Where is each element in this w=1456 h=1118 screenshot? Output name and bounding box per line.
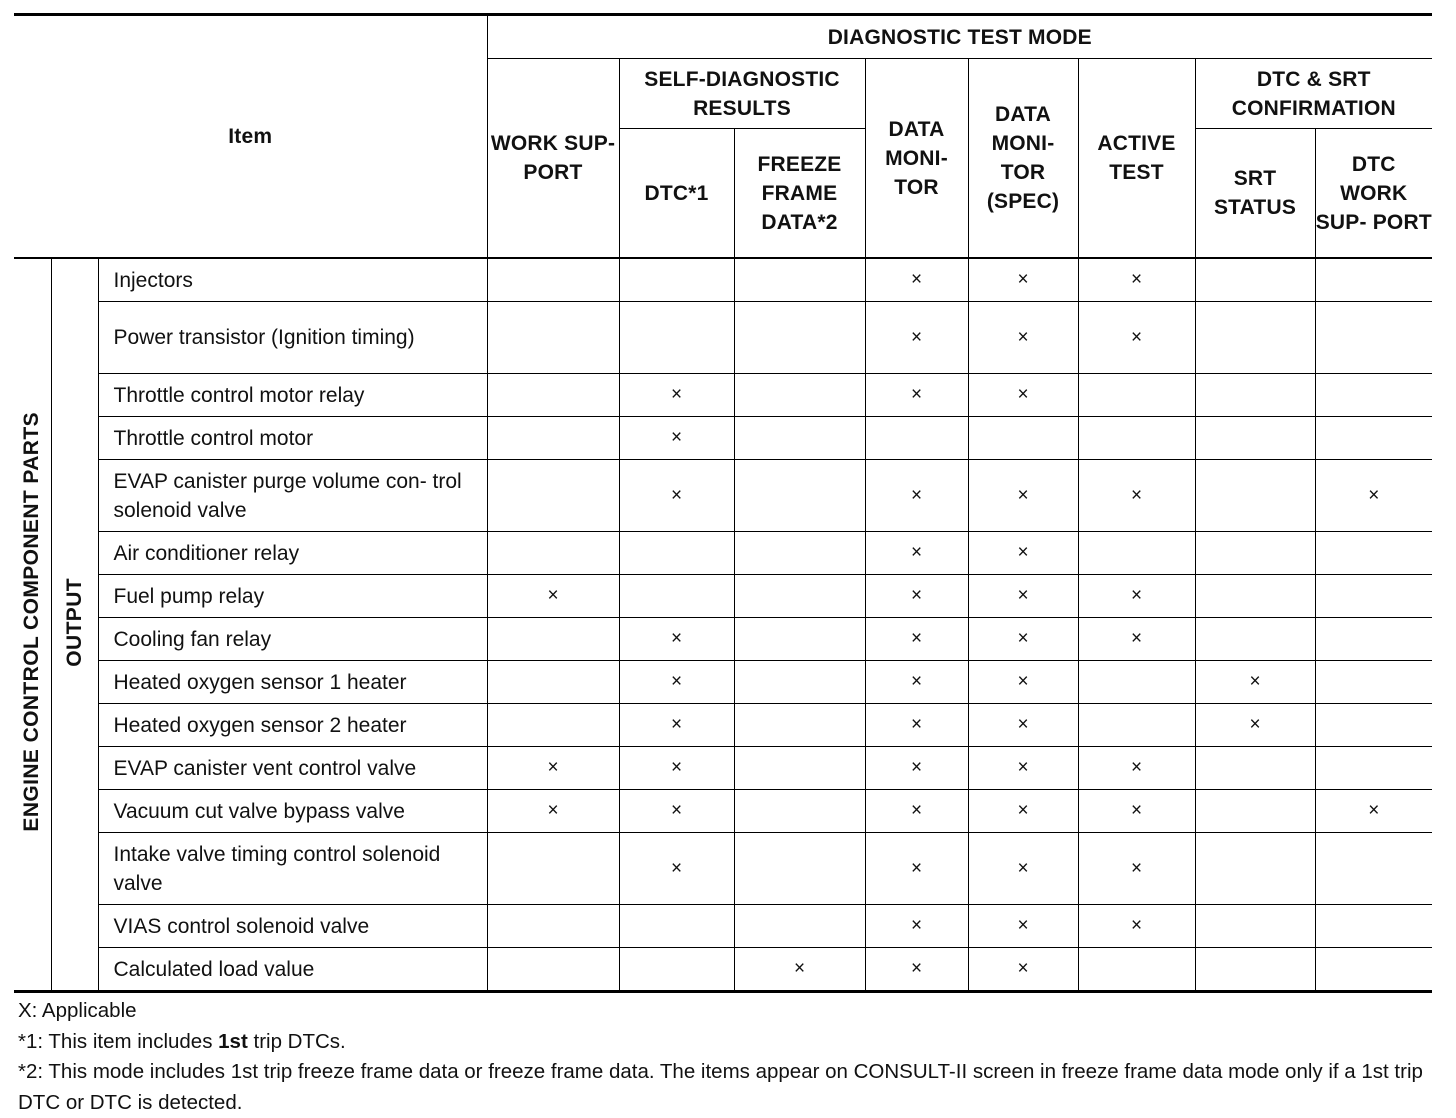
mark-cell [1078,833,1195,905]
diagnostic-test-mode-header: DIAGNOSTIC TEST MODE [487,15,1432,59]
mark-cell [1078,575,1195,618]
data-monitor-spec-header: DATA MONI- TOR (SPEC) [968,59,1078,259]
mark-cell [865,258,968,302]
mark-cell [865,374,968,417]
applicable-mark: × [910,269,923,290]
mark-cell [1195,417,1315,460]
item-name: EVAP canister purge volume con- trol solenoid valve [98,460,487,532]
applicable-mark: × [1017,269,1029,290]
subgroup-label: OUTPUT [62,577,86,667]
table-row [14,532,1432,575]
srt-status-header: SRT STATUS [1195,129,1315,259]
mark-cell [1315,833,1432,905]
mark-cell [968,747,1078,790]
mark-cell [865,417,968,460]
applicable-mark: × [793,958,806,979]
mark-cell [487,302,619,374]
mark-cell [619,374,734,417]
mark-cell [1078,460,1195,532]
dtc-srt-confirmation-header: DTC & SRT CONFIRMATION [1195,59,1432,129]
item-name: Cooling fan relay [98,618,487,661]
applicable-mark: × [1017,800,1029,821]
applicable-mark: × [910,384,923,405]
mark-cell [1315,790,1432,833]
item-name: Power transistor (Ignition timing) [98,302,487,374]
applicable-mark: × [910,585,923,606]
mark-cell [734,374,865,417]
applicable-mark: × [910,671,923,692]
applicable-mark: × [1130,800,1143,821]
mark-cell [487,704,619,747]
mark-cell [865,575,968,618]
applicable-mark: × [670,800,683,821]
applicable-mark: × [1017,857,1029,879]
item-name: VIAS control solenoid valve [98,905,487,948]
applicable-mark: × [1017,757,1029,778]
applicable-mark: × [910,958,923,979]
mark-cell [1078,532,1195,575]
note-1-text: *1: This item includes [18,1029,219,1053]
mark-cell [1315,417,1432,460]
freeze-frame-data-header: FREEZE FRAME DATA*2 [734,129,865,259]
mark-cell [1195,460,1315,532]
applicable-mark: × [670,714,683,735]
mark-cell [487,460,619,532]
applicable-mark: × [910,326,923,348]
mark-cell [1078,374,1195,417]
mark-cell [487,747,619,790]
mark-cell [1195,532,1315,575]
mark-cell [968,790,1078,833]
mark-cell [487,532,619,575]
mark-cell [1315,575,1432,618]
applicable-mark: × [910,714,923,735]
applicable-mark: × [1017,915,1029,936]
table-row [14,905,1432,948]
applicable-mark: × [1249,671,1261,692]
applicable-mark: × [1017,542,1029,563]
table-row [14,374,1432,417]
applicable-mark: × [1368,800,1380,821]
group-label-cell [14,258,51,992]
mark-cell [1078,905,1195,948]
item-header: Item [14,15,487,259]
mark-cell [1315,661,1432,704]
note-1 [18,1027,1428,1058]
mark-cell [619,258,734,302]
mark-cell [1315,258,1432,302]
mark-cell [1078,302,1195,374]
mark-cell [619,747,734,790]
subgroup-label-cell [51,258,98,992]
applicable-mark: × [1017,958,1029,979]
mark-cell [1078,948,1195,992]
mark-cell [865,905,968,948]
item-name: Throttle control motor [98,417,487,460]
mark-cell [968,374,1078,417]
mark-cell [734,948,865,992]
mark-cell [968,905,1078,948]
work-support-header: WORK SUP- PORT [487,59,619,259]
applicable-mark: × [547,757,559,778]
mark-cell [734,258,865,302]
mark-cell [734,704,865,747]
applicable-mark: × [1017,628,1029,649]
mark-cell [1315,302,1432,374]
applicable-mark: × [1130,585,1143,606]
mark-cell [487,618,619,661]
mark-cell [865,948,968,992]
mark-cell [1195,833,1315,905]
mark-cell [734,532,865,575]
item-name: Fuel pump relay [98,575,487,618]
mark-cell [619,661,734,704]
note-1-bold: 1st [218,1029,248,1053]
mark-cell [619,575,734,618]
table-row [14,575,1432,618]
table-row [14,790,1432,833]
mark-cell [1315,948,1432,992]
mark-cell [734,618,865,661]
applicable-mark: × [1017,484,1029,506]
applicable-mark: × [1130,915,1143,936]
mark-cell [619,618,734,661]
dtc-work-support-header: DTC WORK SUP- PORT [1315,129,1432,259]
mark-cell [1315,905,1432,948]
item-name: Throttle control motor relay [98,374,487,417]
mark-cell [734,790,865,833]
item-name: Heated oxygen sensor 2 heater [98,704,487,747]
mark-cell [1315,532,1432,575]
mark-cell [1195,790,1315,833]
group-label: ENGINE CONTROL COMPONENT PARTS [20,412,44,832]
mark-cell [1315,460,1432,532]
item-name: Heated oxygen sensor 1 heater [98,661,487,704]
mark-cell [968,833,1078,905]
table-row [14,833,1432,905]
applicable-mark: × [1017,714,1029,735]
mark-cell [1195,661,1315,704]
applicable-mark: × [1130,857,1143,879]
applicable-mark: × [1130,628,1143,649]
mark-cell [1195,302,1315,374]
mark-cell [1195,948,1315,992]
mark-cell [968,302,1078,374]
mark-cell [1078,258,1195,302]
mark-cell [487,833,619,905]
applicable-mark: × [910,757,923,778]
mark-cell [865,661,968,704]
applicable-mark: × [670,628,683,649]
mark-cell [734,302,865,374]
applicable-mark: × [1368,484,1380,506]
mark-cell [1195,258,1315,302]
table-row [14,661,1432,704]
mark-cell [619,302,734,374]
mark-cell [1078,790,1195,833]
mark-cell [1078,704,1195,747]
diagnostic-test-mode-table [14,13,1432,993]
item-name: Intake valve timing control solenoid valve [98,833,487,905]
table-row [14,460,1432,532]
applicable-mark: × [1017,671,1029,692]
dtc-header: DTC*1 [619,129,734,259]
mark-cell [734,833,865,905]
table-row [14,704,1432,747]
applicable-mark: × [1017,326,1029,348]
mark-cell [865,790,968,833]
mark-cell [487,417,619,460]
applicable-mark: × [910,628,923,649]
mark-cell [968,460,1078,532]
mark-cell [487,905,619,948]
applicable-mark: × [670,427,683,448]
mark-cell [865,704,968,747]
item-name: Calculated load value [98,948,487,992]
applicable-mark: × [547,800,559,821]
mark-cell [1195,747,1315,790]
applicable-mark: × [670,857,683,879]
mark-cell [865,747,968,790]
mark-cell [865,618,968,661]
applicable-mark: × [1130,269,1143,290]
mark-cell [1195,905,1315,948]
mark-cell [734,661,865,704]
table-row [14,258,1432,302]
mark-cell [487,258,619,302]
mark-cell [1195,618,1315,661]
mark-cell [487,948,619,992]
note-applicable: X: Applicable [18,999,137,1022]
applicable-mark: × [910,484,923,506]
applicable-mark: × [1130,326,1143,348]
applicable-mark: × [910,857,923,879]
mark-cell [968,661,1078,704]
active-test-header: ACTIVE TEST [1078,59,1195,259]
applicable-mark: × [670,484,683,506]
item-name: Vacuum cut valve bypass valve [98,790,487,833]
table-row [14,618,1432,661]
mark-cell [1315,374,1432,417]
mark-cell [734,417,865,460]
applicable-mark: × [547,585,559,606]
mark-cell [865,460,968,532]
table-row [14,302,1432,374]
applicable-mark: × [1130,484,1143,506]
mark-cell [968,948,1078,992]
mark-cell [619,417,734,460]
mark-cell [619,948,734,992]
table-row [14,948,1432,992]
mark-cell [734,747,865,790]
mark-cell [1195,704,1315,747]
applicable-mark: × [670,384,683,405]
mark-cell [619,905,734,948]
mark-cell [1078,747,1195,790]
applicable-mark: × [1130,757,1143,778]
mark-cell [1315,618,1432,661]
self-diagnostic-results-header: SELF-DIAGNOSTIC RESULTS [619,59,865,129]
mark-cell [487,661,619,704]
note-1-end: trip DTCs. [247,1029,346,1053]
mark-cell [865,302,968,374]
mark-cell [734,905,865,948]
mark-cell [619,833,734,905]
applicable-mark: × [1249,714,1261,735]
mark-cell [487,374,619,417]
mark-cell [968,258,1078,302]
applicable-mark: × [1017,585,1029,606]
mark-cell [1078,618,1195,661]
mark-cell [1195,575,1315,618]
table-row [14,417,1432,460]
mark-cell [865,833,968,905]
mark-cell [968,704,1078,747]
mark-cell [968,417,1078,460]
table-row [14,747,1432,790]
mark-cell [619,790,734,833]
mark-cell [968,618,1078,661]
applicable-mark: × [910,915,923,936]
item-name: Air conditioner relay [98,532,487,575]
mark-cell [1078,661,1195,704]
applicable-mark: × [1017,384,1029,405]
mark-cell [1315,704,1432,747]
item-name: EVAP canister vent control valve [98,747,487,790]
mark-cell [619,460,734,532]
note-2: *2: This mode includes 1st trip freeze frame data or freeze frame data. The items appear on CONSULT-II screen in freeze frame data mode only if a 1st trip DTC or DTC is detected. [18,1060,1423,1114]
mark-cell [487,575,619,618]
item-name: Injectors [98,258,487,302]
mark-cell [734,575,865,618]
mark-cell [487,790,619,833]
mark-cell [619,532,734,575]
footnotes [18,996,1428,1118]
mark-cell [734,460,865,532]
mark-cell [968,532,1078,575]
applicable-mark: × [910,542,923,563]
applicable-mark: × [910,800,923,821]
data-monitor-header: DATA MONI- TOR [865,59,968,259]
mark-cell [865,532,968,575]
mark-cell [1078,417,1195,460]
mark-cell [968,575,1078,618]
mark-cell [1315,747,1432,790]
applicable-mark: × [670,671,683,692]
mark-cell [1195,374,1315,417]
mark-cell [619,704,734,747]
applicable-mark: × [670,757,683,778]
table-body [14,258,1432,992]
